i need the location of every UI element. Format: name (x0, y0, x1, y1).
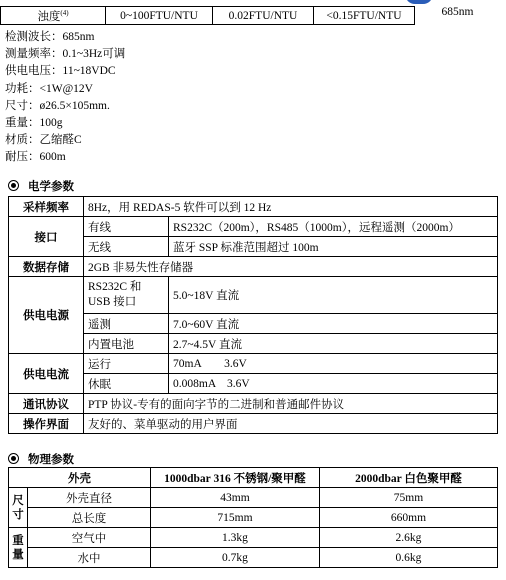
table-row (9, 528, 498, 548)
table-row (9, 548, 498, 568)
sub-label-line: RS232C 和 (88, 281, 142, 293)
bullet-circle-icon (8, 453, 19, 464)
table-row (9, 217, 498, 237)
table-row (9, 197, 498, 217)
turbidity-label: 浊度 (37, 10, 61, 23)
group-label-weight (9, 528, 28, 568)
row-value: 蓝牙 SSP 标准范围超过 100m (169, 237, 498, 257)
sub-label (84, 277, 169, 314)
table-row (9, 394, 498, 414)
spec-line: 材质：乙缩醛C (5, 134, 82, 147)
row-label: 采样频率 (9, 197, 84, 217)
spec-line: 耐压：600m (5, 151, 66, 164)
row-value: 2GB 非易失性存储器 (84, 257, 498, 277)
row-value: PTP 协议-专有的面向字节的二进制和普通邮件协议 (84, 394, 498, 414)
spec-line: 功耗：<1W@12V (5, 82, 93, 95)
row-label: 空气中 (28, 528, 151, 548)
turbidity-range: 0~100FTU/NTU (106, 7, 213, 25)
table-header-row (9, 468, 498, 488)
cell-value: 715mm (150, 508, 319, 528)
table-row (9, 354, 498, 374)
row-value: 70mA 3.6V (169, 354, 498, 374)
row-label: 水中 (28, 548, 151, 568)
turbidity-accuracy: <0.15FTU/NTU (314, 7, 415, 25)
section-heading-physical (8, 451, 74, 467)
spec-line: 重量：100g (5, 117, 63, 130)
turbidity-resolution: 0.02FTU/NTU (213, 7, 314, 25)
row-label: 数据存储 (9, 257, 84, 277)
physical-table (8, 467, 498, 568)
spec-list (5, 29, 125, 167)
group-label-char: 量 (12, 548, 24, 561)
bullet-circle-icon (8, 180, 19, 191)
column-header: 外壳 (9, 468, 151, 488)
spec-line: 测量频率：0.1~3Hz可调 (5, 48, 126, 61)
group-label-char: 尺 (12, 494, 24, 507)
table-row (9, 488, 498, 508)
row-label: 总长度 (28, 508, 151, 528)
cell-value: 43mm (150, 488, 319, 508)
row-label: 供电电源 (9, 277, 84, 354)
row-value: 7.0~60V 直流 (169, 314, 498, 334)
spec-line: 尺寸：ø26.5×105mm. (5, 99, 110, 112)
row-label: 操作界面 (9, 414, 84, 434)
turbidity-label-cell (1, 7, 106, 25)
sub-label: 休眠 (84, 374, 169, 394)
group-label-size (9, 488, 28, 528)
sub-label: 运行 (84, 354, 169, 374)
row-value: 友好的、菜单驱动的用户界面 (84, 414, 498, 434)
sub-label-line: USB 接口 (88, 296, 137, 308)
table-row (9, 414, 498, 434)
row-label: 外壳直径 (28, 488, 151, 508)
footnote-marker: (4) (60, 8, 69, 17)
row-value: RS232C（200m），RS485（1000m），远程遥测（2000m） (169, 217, 498, 237)
section-heading-electrical (8, 178, 74, 194)
group-label-char: 重 (12, 534, 24, 547)
cell-value: 660mm (319, 508, 497, 528)
sub-label: 内置电池 (84, 334, 169, 354)
table-row (9, 508, 498, 528)
sub-label: 有线 (84, 217, 169, 237)
decorative-shape (405, 0, 433, 4)
turbidity-wavelength: 685nm (441, 5, 474, 18)
cell-value: 0.7kg (150, 548, 319, 568)
cell-value: 2.6kg (319, 528, 497, 548)
cell-value: 1.3kg (150, 528, 319, 548)
group-label-char: 寸 (12, 508, 24, 521)
spec-line: 供电电压：11~18VDC (5, 65, 116, 78)
turbidity-row-table (0, 6, 500, 25)
cell-value: 75mm (319, 488, 497, 508)
row-value: 0.008mA 3.6V (169, 374, 498, 394)
row-value: 2.7~4.5V 直流 (169, 334, 498, 354)
row-value: 8Hz，用 REDAS-5 软件可以到 12 Hz (84, 197, 498, 217)
row-label: 通讯协议 (9, 394, 84, 414)
row-label: 供电电流 (9, 354, 84, 394)
section-title: 物理参数 (28, 454, 74, 466)
sub-label: 遥测 (84, 314, 169, 334)
table-row (9, 257, 498, 277)
table-row (1, 7, 501, 25)
spec-line: 检测波长：685nm (5, 31, 95, 43)
sub-label: 无线 (84, 237, 169, 257)
column-header: 2000dbar 白色聚甲醛 (319, 468, 497, 488)
table-row (9, 277, 498, 314)
electrical-table (8, 196, 498, 434)
column-header: 1000dbar 316 不锈钢/聚甲醛 (150, 468, 319, 488)
row-value: 5.0~18V 直流 (169, 277, 498, 314)
cell-value: 0.6kg (319, 548, 497, 568)
row-label: 接口 (9, 217, 84, 257)
section-title: 电学参数 (28, 181, 74, 193)
